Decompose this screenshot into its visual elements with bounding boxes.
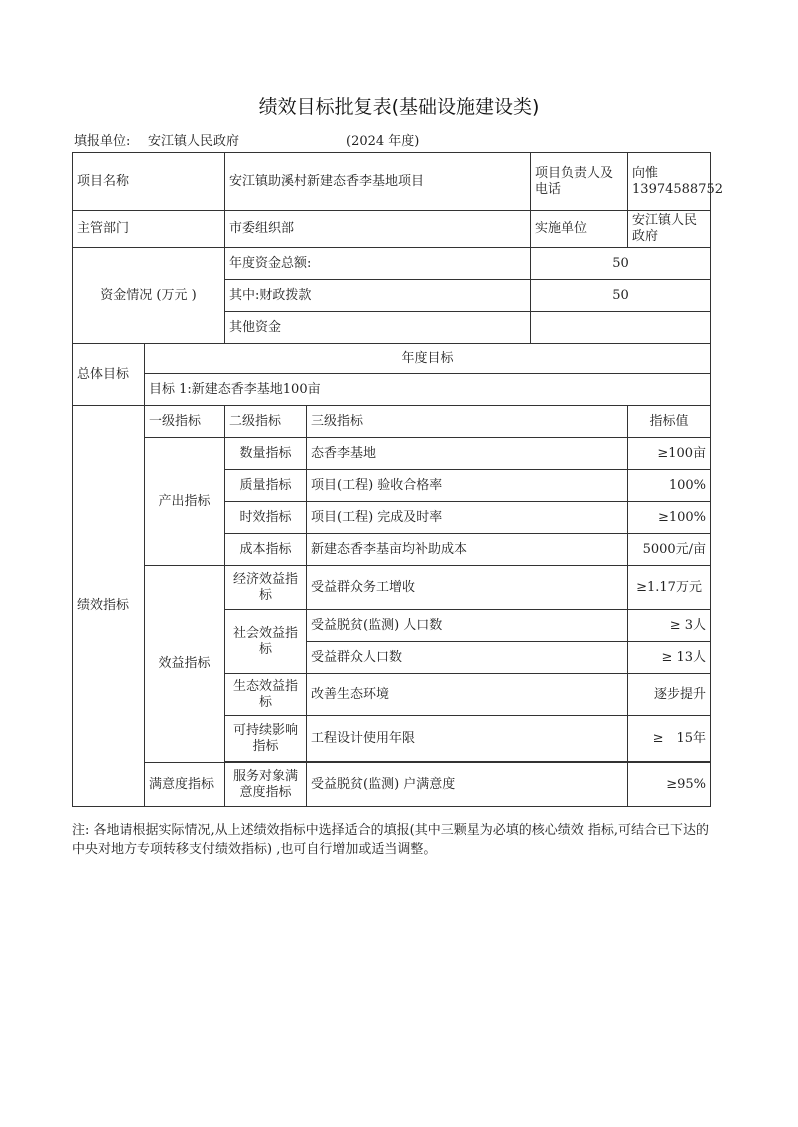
performance-table (72, 152, 724, 807)
output-l2: 数量指标 (225, 438, 307, 470)
output-l2: 质量指标 (225, 470, 307, 502)
funds-fiscal-value: 50 (531, 280, 711, 312)
project-owner-label: 项目负责人及电话 (531, 153, 628, 211)
economic-l2: 经济效益指标 (225, 566, 307, 610)
ecology-l3: 改善生态环境 (307, 674, 628, 716)
dept-value: 市委组织部 (225, 211, 531, 248)
output-l3: 态香李基地 (307, 438, 628, 470)
sustain-l3: 工程设计使用年限 (307, 716, 628, 762)
funds-total-value: 50 (531, 248, 711, 280)
impl-unit-label: 实施单位 (531, 211, 628, 248)
social-value: ≥ 13人 (628, 642, 711, 674)
output-value: ≥100% (628, 502, 711, 534)
economic-l3: 受益群众务工增收 (307, 566, 628, 610)
indicators-label: 绩效指标 (73, 406, 145, 807)
footnote: 注: 各地请根据实际情况,从上述绩效指标中选择适合的填报(其中三颗星为必填的核心绩效 指标,可结合已下达的中央对地方专项转移支付绩效指标) ,也可自行增加或适当调整。 (72, 823, 709, 857)
satisfaction-value: ≥95% (628, 763, 711, 807)
funds-label: 资金情况 (万元 ) (73, 248, 225, 344)
ecology-l2: 生态效益指标 (225, 674, 307, 716)
output-indicator-label: 产出指标 (145, 438, 225, 566)
project-name-value: 安江镇助溪村新建态香李基地项目 (225, 153, 531, 211)
satisfaction-l3: 受益脱贫(监测) 户满意度 (307, 763, 628, 807)
funds-other-value (531, 312, 711, 344)
project-owner-value: 向惟13974588752 (628, 153, 711, 211)
output-l3: 新建态香李基亩均补助成本 (307, 534, 628, 566)
social-value: ≥ 3人 (628, 610, 711, 642)
economic-value: ≥1.17万元 (628, 566, 711, 610)
output-value: 5000元/亩 (628, 534, 711, 566)
sustain-value: ≥ 15年 (628, 716, 711, 762)
social-l3: 受益群众人口数 (307, 642, 628, 674)
sustain-l2: 可持续影响指标 (225, 716, 307, 762)
output-l3: 项目(工程) 验收合格率 (307, 470, 628, 502)
ecology-value: 逐步提升 (628, 674, 711, 716)
project-name-label: 项目名称 (73, 153, 225, 211)
goal-target: 目标 1:新建态香李基地100亩 (145, 374, 711, 406)
satisfaction-indicator-label: 满意度指标 (145, 763, 225, 807)
header-level2: 二级指标 (225, 406, 307, 438)
output-l3: 项目(工程) 完成及时率 (307, 502, 628, 534)
header-level3: 三级指标 (307, 406, 628, 438)
benefit-indicator-label: 效益指标 (145, 566, 225, 763)
social-l2: 社会效益指标 (225, 610, 307, 674)
page-title: 绩效目标批复表(基础设施建设类) (258, 96, 540, 118)
impl-unit-value: 安江镇人民政府 (628, 211, 711, 248)
annual-goal-label: 年度目标 (145, 344, 711, 374)
unit-value: 安江镇人民政府 (148, 134, 240, 149)
dept-label: 主管部门 (73, 211, 225, 248)
funds-other-label: 其他资金 (225, 312, 531, 344)
header-level1: 一级指标 (145, 406, 225, 438)
output-value: 100% (628, 470, 711, 502)
unit-label: 填报单位: (74, 134, 131, 149)
header-value: 指标值 (628, 406, 711, 438)
social-l3: 受益脱贫(监测) 人口数 (307, 610, 628, 642)
output-value: ≥100亩 (628, 438, 711, 470)
output-l2: 成本指标 (225, 534, 307, 566)
overall-goal-label: 总体目标 (73, 344, 145, 406)
funds-total-label: 年度资金总额: (225, 248, 531, 280)
funds-fiscal-label: 其中:财政拨款 (225, 280, 531, 312)
output-l2: 时效指标 (225, 502, 307, 534)
year-label: (2024 年度) (346, 134, 420, 149)
satisfaction-l2: 服务对象满意度指标 (225, 763, 307, 807)
